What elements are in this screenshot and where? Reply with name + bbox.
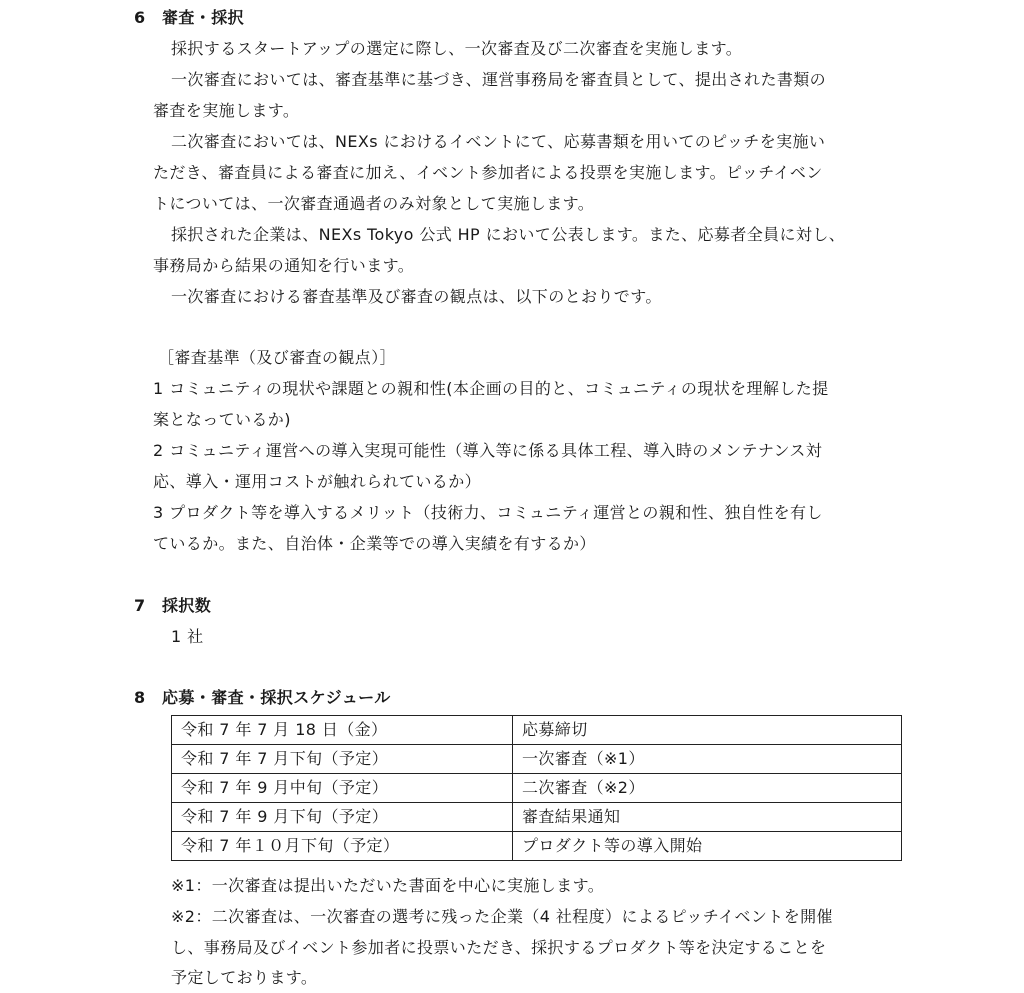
schedule-date: 令和 7 年 9 月中旬（予定） bbox=[172, 774, 513, 803]
paragraph-line: 審査を実施します。 bbox=[153, 101, 300, 120]
schedule-table bbox=[171, 715, 902, 861]
section-number: 7 bbox=[134, 596, 146, 615]
paragraph-line: 二次審査においては、NEXs におけるイベントにて、応募書類を用いてのピッチを実施い bbox=[171, 132, 826, 151]
section-number: 8 bbox=[134, 688, 146, 707]
section-title: 採択数 bbox=[162, 596, 212, 615]
paragraph-line: ただき、審査員による審査に加え、イベント参加者による投票を実施します。ピッチイベン bbox=[153, 163, 823, 182]
table-row bbox=[172, 774, 902, 803]
paragraph-line: トについては、一次審査通過者のみ対象として実施します。 bbox=[153, 194, 595, 213]
criteria-title: ［審査基準（及び審査の観点）］ bbox=[158, 348, 397, 367]
criteria-line: 3 プロダクト等を導入するメリット（技術力、コミュニティ運営との親和性、独自性を有し bbox=[153, 503, 823, 522]
schedule-event: 一次審査（※1） bbox=[513, 745, 902, 774]
footnote-line: 予定しております。 bbox=[171, 968, 318, 987]
schedule-event: 応募締切 bbox=[513, 716, 902, 745]
criteria-line: 2 コミュニティ運営への導入実現可能性（導入等に係る具体工程、導入時のメンテナンス対 bbox=[153, 441, 823, 460]
schedule-event: プロダクト等の導入開始 bbox=[513, 832, 902, 861]
schedule-date: 令和 7 年 7 月下旬（予定） bbox=[172, 745, 513, 774]
schedule-event: 二次審査（※2） bbox=[513, 774, 902, 803]
criteria-line: 案となっているか) bbox=[153, 410, 291, 429]
footnote-line: ※1：一次審査は提出いただいた書面を中心に実施します。 bbox=[171, 876, 605, 895]
section-title: 応募・審査・採択スケジュール bbox=[162, 688, 391, 707]
table-row bbox=[172, 716, 902, 745]
paragraph-line: 事務局から結果の通知を行います。 bbox=[153, 256, 415, 275]
table-row bbox=[172, 745, 902, 774]
section-7-heading bbox=[134, 595, 211, 617]
criteria-line: 1 コミュニティの現状や課題との親和性(本企画の目的と、コミュニティの現状を理解した提 bbox=[153, 379, 829, 398]
paragraph-line: 一次審査における審査基準及び審査の観点は、以下のとおりです。 bbox=[171, 287, 662, 306]
paragraph-line: 一次審査においては、審査基準に基づき、運営事務局を審査員として、提出された書類の bbox=[171, 70, 827, 89]
footnote-line: し、事務局及びイベント参加者に投票いただき、採択するプロダクト等を決定することを bbox=[171, 938, 827, 957]
schedule-date: 令和 7 年１０月下旬（予定） bbox=[172, 832, 513, 861]
paragraph-line: 採択するスタートアップの選定に際し、一次審査及び二次審査を実施します。 bbox=[171, 39, 743, 58]
paragraph-line: 採択された企業は、NEXs Tokyo 公式 HP において公表します。また、応募者全員に対し、 bbox=[171, 225, 846, 244]
section-number: 6 bbox=[134, 8, 146, 27]
schedule-date: 令和 7 年 9 月下旬（予定） bbox=[172, 803, 513, 832]
criteria-line: ているか。また、自治体・企業等での導入実績を有するか） bbox=[153, 534, 596, 553]
section-8-heading bbox=[134, 687, 391, 709]
table-row bbox=[172, 803, 902, 832]
criteria-line: 応、導入・運用コストが触れられているか） bbox=[153, 472, 482, 491]
section-6-heading bbox=[134, 7, 244, 29]
adoption-count: 1 社 bbox=[171, 627, 204, 646]
schedule-event: 審査結果通知 bbox=[513, 803, 902, 832]
section-title: 審査・採択 bbox=[162, 8, 245, 27]
schedule-date: 令和 7 年 7 月 18 日（金） bbox=[172, 716, 513, 745]
footnote-line: ※2：二次審査は、一次審査の選考に残った企業（4 社程度）によるピッチイベントを開催 bbox=[171, 907, 833, 926]
table-row bbox=[172, 832, 902, 861]
